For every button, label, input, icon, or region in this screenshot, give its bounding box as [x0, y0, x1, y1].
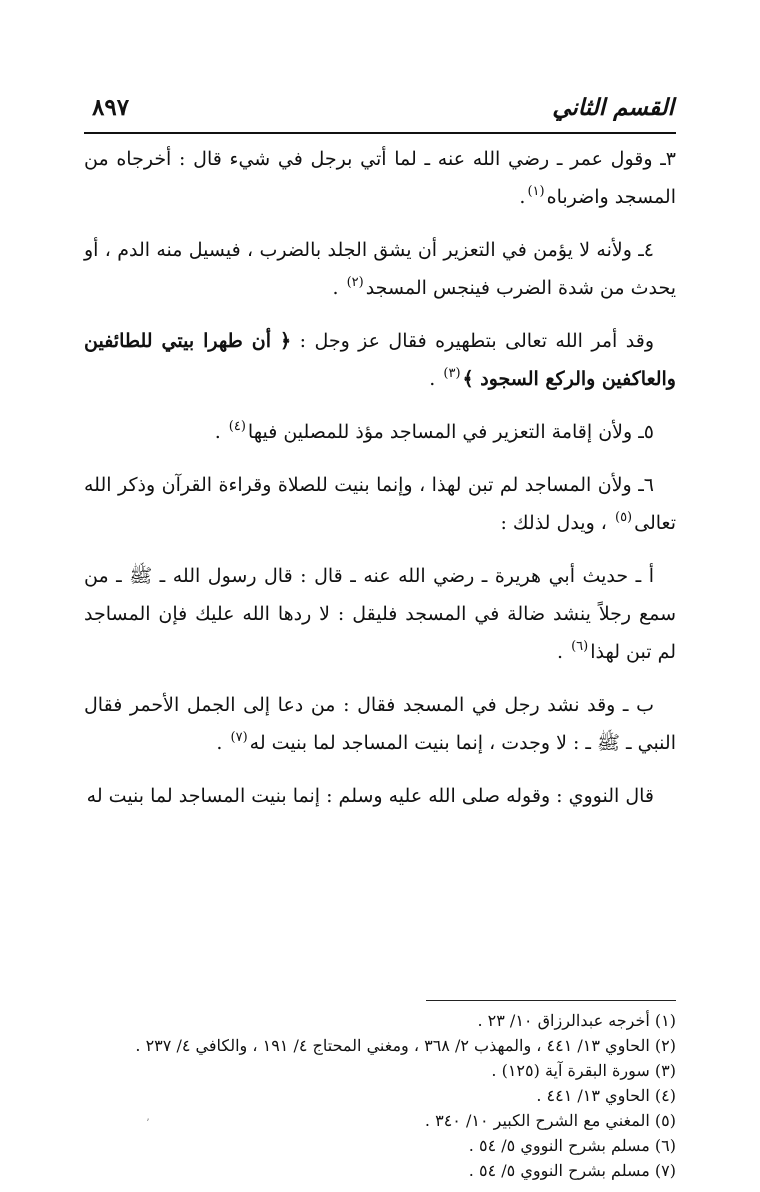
paragraph-hadith-a — [84, 557, 676, 671]
footnote-ref: (٦) — [571, 639, 589, 654]
footnote-ref: (١) — [527, 184, 545, 199]
footnote-3: (٣) سورة البقرة آية (١٢٥) . — [491, 1061, 676, 1080]
footnote-7: (٧) مسلم بشرح النووي ٥/ ٥٤ . — [468, 1161, 676, 1180]
paragraph-text: أ ـ حديث أبي هريرة ـ رضي الله عنه ـ قال : قال رسول الله ـ ﷺ ـ من سمع رجلاً ينشد ضالة في المسجد فليقل : لا ردها الله عليك فإن المساجد لم تبن لهذا — [84, 565, 676, 663]
footnote-1: (١) أخرجه عبدالرزاق ١٠/ ٢٣ . — [477, 1011, 676, 1030]
paragraph-4 — [84, 231, 676, 307]
paragraph-text: ٣ـ وقول عمر ـ رضي الله عنه ـ لما أتي برجل في شيء قال : أخرجاه من المسجد واضرباه — [84, 148, 676, 208]
paragraph-text: قال النووي : وقوله صلى الله عليه وسلم : إنما بنيت المساجد لما بنيت له — [86, 785, 654, 807]
footnote-2: (٢) الحاوي ١٣/ ٤٤١ ، والمهذب ٢/ ٣٦٨ ، ومغني المحتاج ٤/ ١٩١ ، والكافي ٤/ ٢٣٧ . — [135, 1036, 676, 1055]
paragraph-quran — [84, 322, 676, 398]
paragraph-5 — [84, 413, 676, 451]
paragraph-text: . — [429, 368, 436, 390]
paragraph-text: ٥ـ ولأن إقامة التعزير في المساجد مؤذ للمصلين فيها — [247, 421, 654, 443]
footnote-ref: (٤) — [228, 419, 246, 434]
paragraph-text: . — [519, 186, 526, 208]
paragraph-3 — [84, 140, 676, 216]
footnotes — [84, 1008, 676, 1183]
paragraph-text: . — [556, 641, 564, 663]
scan-speck: ʼ — [146, 1118, 150, 1129]
quran-verse: ﴿ أن طهرا بيتي للطائفين والعاكفين والركع السجود ﴾ — [84, 330, 676, 390]
paragraph-text: ٤ـ ولأنه لا يؤمن في التعزير أن يشق الجلد بالضرب ، فيسيل منه الدم ، أو يحدث من شدة الضرب فينجس المسجد — [84, 239, 676, 299]
footnote-ref: (٢) — [346, 275, 364, 290]
section-title: القسم الثاني — [552, 94, 674, 121]
paragraph-6 — [84, 466, 676, 542]
footnote-6: (٦) مسلم بشرح النووي ٥/ ٥٤ . — [468, 1136, 676, 1155]
paragraph-nawawi — [84, 777, 676, 815]
paragraph-text: . — [332, 277, 339, 299]
paragraph-text: ، ويدل لذلك : — [500, 512, 607, 534]
paragraph-hadith-b — [84, 686, 676, 762]
paragraph-text: وقد أمر الله تعالى بتطهيره فقال عز وجل : — [299, 330, 654, 352]
footnote-5: (٥) المغني مع الشرح الكبير ١٠/ ٣٤٠ . — [424, 1111, 676, 1130]
footnote-ref: (٥) — [614, 510, 633, 525]
paragraph-text: . — [214, 421, 221, 443]
footnote-ref: (٣) — [443, 366, 461, 381]
paragraph-text: ٦ـ ولأن المساجد لم تبن لهذا ، وإنما بنيت للصلاة وقراءة القرآن وذكر الله تعالى — [84, 474, 676, 534]
paragraph-text: ب ـ وقد نشد رجل في المسجد فقال : من دعا إلى الجمل الأحمر فقال النبي ـ ﷺ ـ : لا وجدت ، إنما بنيت المساجد لما بنيت له — [84, 694, 676, 754]
footnote-ref: (٧) — [230, 730, 248, 745]
paragraph-text: . — [216, 732, 223, 754]
footnote-4: (٤) الحاوي ١٣/ ٤٤١ . — [536, 1086, 676, 1105]
page-number: ٨٩٧ — [92, 94, 130, 121]
page-header — [84, 92, 676, 134]
main-text — [84, 140, 676, 830]
